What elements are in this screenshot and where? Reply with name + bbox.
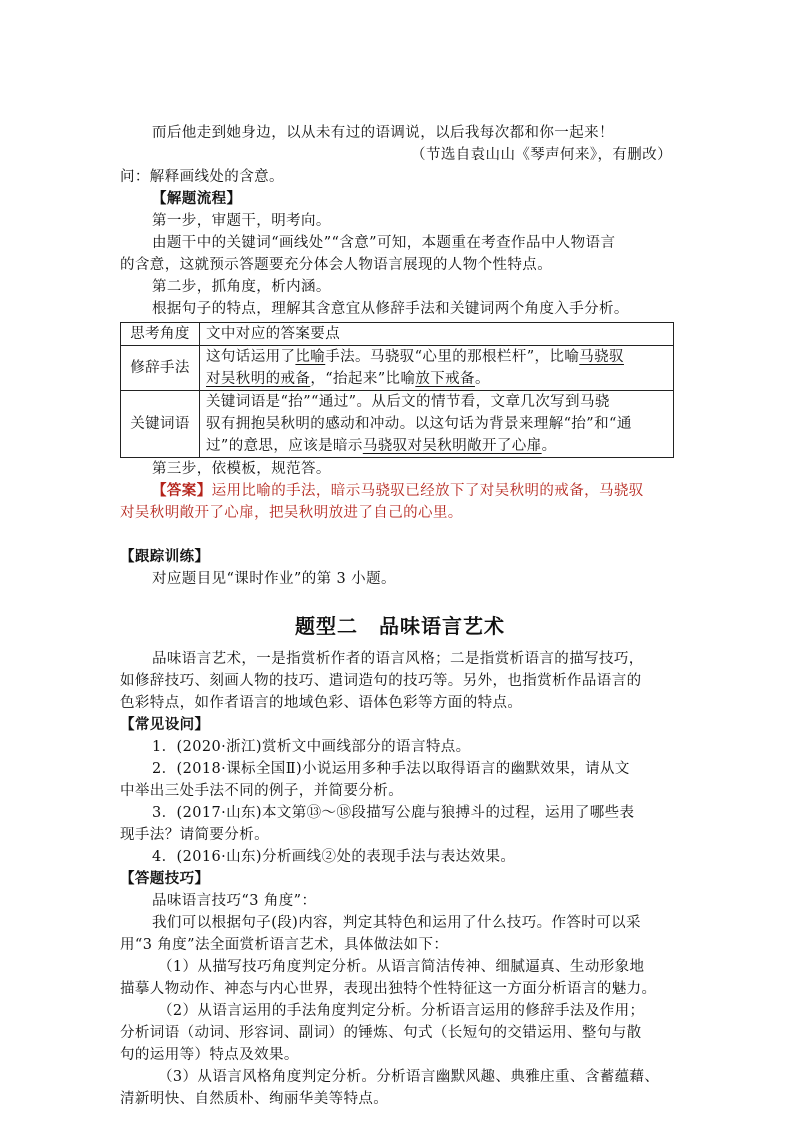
point-2-cont: 分析词语（动词、形容词、副词）的锤炼、句式（长短句的交错运用、整句与散 (120, 1025, 642, 1041)
cell-text: 驭有拥抱吴秋明的感动和冲动。以这句话为背景来理解“抬”和“通 (206, 416, 632, 432)
answer-text-cont: 对吴秋明敞开了心扉，把吴秋明放进了自己的心里。 (120, 505, 463, 521)
table-cell-label: 修辞手法 (121, 346, 200, 391)
skills-text-cont: 用“3 角度”法全面赏析语言艺术，具体做法如下： (120, 937, 449, 953)
quote-line: 而后他走到她身边，以从未有过的语调说，以后我每次都和你一起来！ (152, 125, 614, 141)
underlined-text: 放下戒备 (415, 371, 475, 387)
step3-label: 第三步，依模板，规范答。 (152, 461, 331, 477)
question-item: 4．(2016·山东)分析画线②处的表现手法与表达效果。 (152, 849, 516, 865)
training-text: 对应题目见“课时作业”的第 3 小题。 (152, 571, 396, 587)
question-item: 3．(2017·山东)本文第⑬～⑱段描写公鹿与狼搏斗的过程，运用了哪些表 (152, 805, 635, 821)
table-cell-content (200, 346, 674, 391)
answer-text: 运用比喻的手法，暗示马骁驭已经放下了对吴秋明的戒备，马骁驭 (211, 483, 644, 499)
point-1-cont: 描摹人物动作、神态与内心世界，表现出独特个性特征这一方面分析语言的魅力。 (120, 981, 657, 997)
question-item: 1．(2020·浙江)赏析文中画线部分的语言特点。 (152, 739, 471, 755)
section-title: 题型二 品味语言艺术 (295, 614, 505, 638)
cell-text: ，“抬起来”比喻 (310, 371, 416, 387)
table-header-points: 文中对应的答案要点 (200, 323, 674, 346)
cell-text: 。 (541, 438, 557, 454)
table-header-angle: 思考角度 (121, 323, 200, 346)
answer-line (152, 480, 680, 502)
skills-intro: 品味语言技巧“3 角度”： (152, 893, 317, 909)
underlined-text: 比喻 (295, 349, 326, 365)
underlined-text: 马骁驭对吴秋明敞开了心扉 (362, 438, 542, 454)
question-item: 2．(2018·课标全国Ⅱ)小说运用多种手法以取得语言的幽默效果，请从文 (152, 761, 630, 777)
answer-label: 【答案】 (152, 482, 212, 499)
question-item-cont: 中举出三处手法不同的例子，并简要分析。 (120, 783, 404, 799)
cell-text: 。 (474, 371, 490, 387)
step1-label: 第一步，审题干，明考向。 (152, 213, 331, 229)
cell-text: 关键词语是“抬”“通过”。从后文的情节看，文章几次写到马骁 (206, 394, 610, 410)
point-3: （3）从语言风格角度判定分析。分析语言幽默风趣、典雅庄重、含蓄蕴藉、 (158, 1069, 660, 1085)
table-row (121, 346, 674, 391)
point-2: （2）从语言运用的手法角度判定分析。分析语言运用的修辞手法及作用； (158, 1003, 645, 1019)
point-3-cont: 清新明快、自然质朴、绚丽华美等特点。 (120, 1091, 389, 1107)
cell-text: 过”的意思，应该是暗示 (206, 438, 363, 454)
intro-text: 品味语言艺术，一是指赏析作者的语言风格；二是指赏析语言的描写技巧， (152, 651, 644, 667)
step2-text: 根据句子的特点，理解其含意宜从修辞手法和关键词两个角度入手分析。 (152, 301, 629, 317)
point-2-cont: 句的运用等）特点及效果。 (120, 1047, 299, 1063)
cell-text: 这句话运用了 (206, 349, 296, 365)
skills-text: 我们可以根据句子(段)内容，判定其特色和运用了什么技巧。作答时可以采 (152, 915, 641, 931)
training-heading: 【跟踪训练】 (120, 548, 210, 565)
step1-text: 由题干中的关键词“画线处”“含意”可知，本题重在考查作品中人物语言 (152, 235, 616, 251)
table-header-row (121, 323, 674, 346)
underlined-text: 马骁驭 (579, 349, 624, 365)
common-questions-heading: 【常见设问】 (120, 716, 210, 733)
analysis-table (120, 322, 674, 458)
flow-heading: 【解题流程】 (152, 190, 242, 207)
underlined-text: 对吴秋明的戒备 (206, 371, 311, 387)
cell-text: 手法。马骁驭“心里的那根栏杆”，比喻 (325, 349, 580, 365)
table-row (121, 391, 674, 458)
table-cell-content (200, 391, 674, 458)
skills-heading: 【答题技巧】 (120, 870, 210, 887)
step2-label: 第二步，抓角度，析内涵。 (152, 279, 331, 295)
table-cell-label: 关键词语 (121, 391, 200, 458)
question-item-cont: 现手法？请简要分析。 (120, 827, 269, 843)
intro-text-cont: 如修辞技巧、刻画人物的技巧、遣词造句的技巧等。另外，也指赏析作品语言的 (120, 673, 642, 689)
source-citation: （节选自袁山山《琴声何来》，有删改） (411, 147, 672, 163)
point-1: （1）从描写技巧角度判定分析。从语言简洁传神、细腻逼真、生动形象地 (158, 959, 645, 975)
step1-text-cont: 的含意，这就预示答题要充分体会人物语言展现的人物个性特点。 (120, 257, 553, 273)
intro-text-cont: 色彩特点，如作者语言的地域色彩、语体色彩等方面的特点。 (120, 695, 523, 711)
question-text: 问：解释画线处的含意。 (120, 169, 284, 185)
